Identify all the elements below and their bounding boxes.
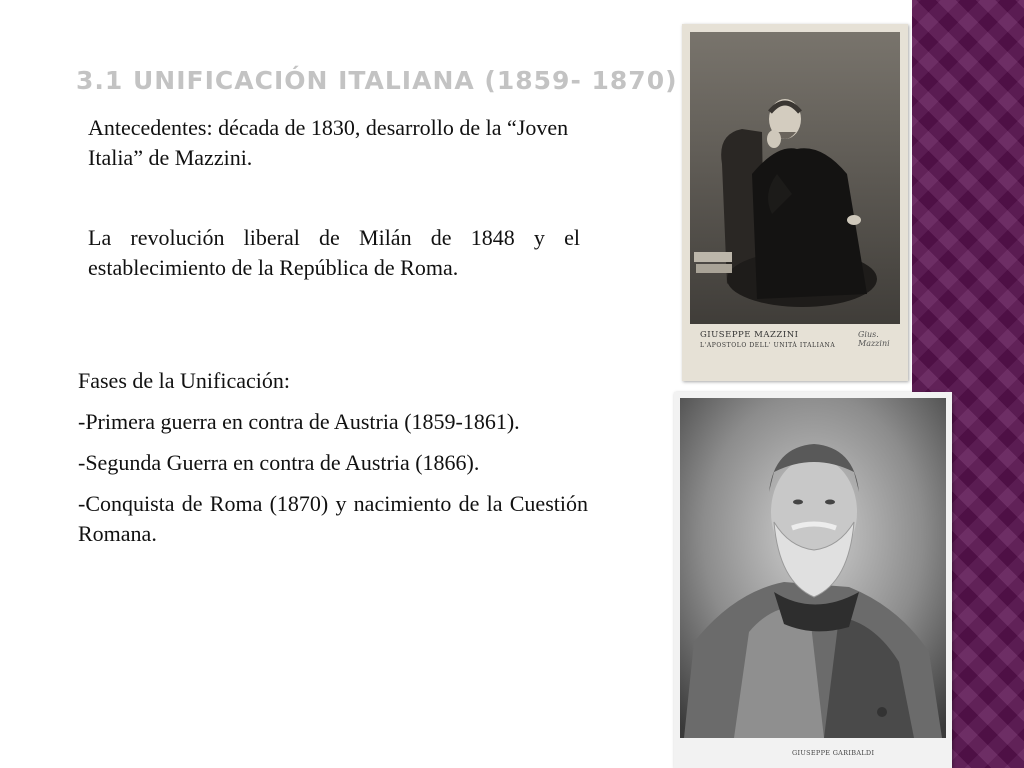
phases-heading: Fases de la Unificación: (78, 368, 290, 393)
phase-item: -Primera guerra en contra de Austria (1859-1861). (78, 409, 520, 434)
revolution-paragraph: La revolución liberal de Milán de 1848 y el establecimiento de la República de Roma. (88, 225, 580, 280)
mazzini-photo-image (682, 24, 908, 381)
garibaldi-portrait (674, 392, 952, 768)
phase-item: -Conquista de Roma (1870) y nacimiento de la Cuestión Romana. (78, 491, 588, 546)
garibaldi-caption-name: GIUSEPPE GARIBALDI (792, 749, 875, 757)
slide-title: 3.1 UNIFICACIÓN ITALIANA (1859- 1870) (76, 66, 678, 95)
mazzini-caption-subtitle: L'APOSTOLO DELL' UNITÀ ITALIANA (700, 342, 836, 349)
mazzini-caption-name: GIUSEPPE MAZZINI (700, 330, 799, 340)
mazzini-portrait (682, 24, 908, 381)
garibaldi-photo-image (674, 392, 952, 768)
phase-item: -Segunda Guerra en contra de Austria (1866). (78, 450, 480, 475)
mazzini-signature: Gius. Mazzini (858, 330, 890, 348)
phases-list (78, 366, 588, 560)
antecedents-paragraph: Antecedentes: década de 1830, desarrollo de la “Joven Italia” de Mazzini. (88, 115, 569, 170)
